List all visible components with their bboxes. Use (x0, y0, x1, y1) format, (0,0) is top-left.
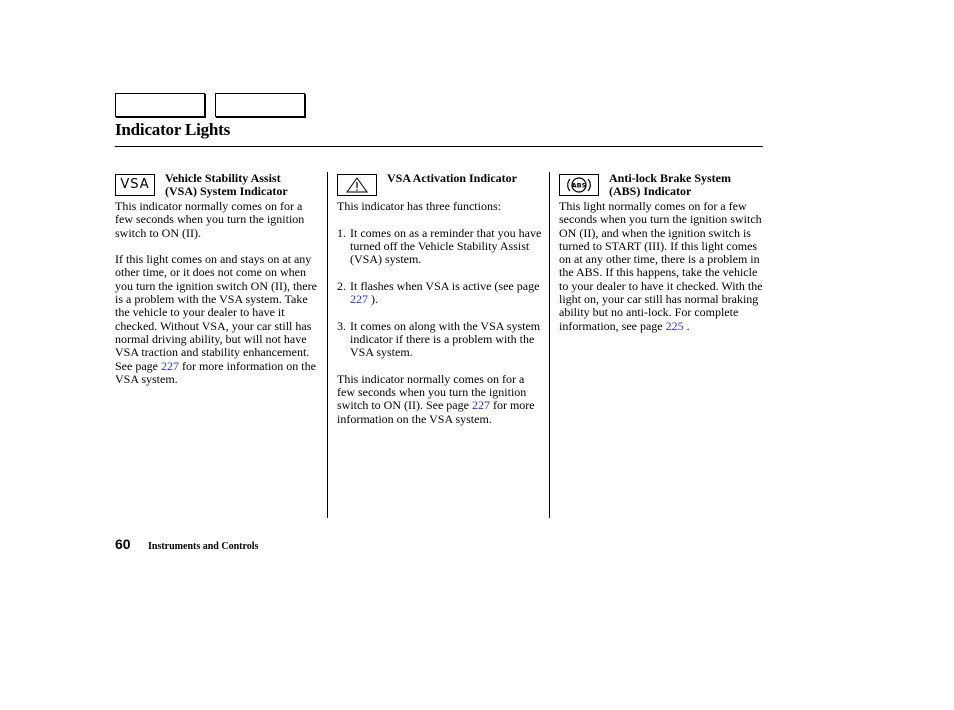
activation-outro-text-end: for more information on the VSA system. (337, 398, 535, 426)
list-item-number: 2. (337, 278, 346, 293)
column-divider (549, 172, 550, 518)
vsa-icon-label: VSA (120, 177, 150, 193)
vsa-p2-text-end: for more information on the VSA system. (115, 358, 316, 386)
warning-triangle-icon (337, 174, 377, 196)
list-item-text-end: ). (368, 292, 378, 307)
list-item (337, 280, 543, 307)
page-link-227[interactable]: 227 (350, 292, 368, 307)
abs-indicator-icon (559, 174, 599, 196)
list-item-text: It comes on as a reminder that you have turned off the Vehicle Stability Assist (VSA) system. (350, 225, 542, 267)
column-vsa-indicator (115, 172, 321, 399)
section-name: Instruments and Controls (148, 541, 259, 552)
vsa-indicator-heading (165, 172, 321, 199)
vsa-heading-line1: Vehicle Stability Assist (165, 171, 281, 185)
vsa-indicator-icon (115, 174, 155, 196)
vsa-p2-text: If this light comes on and stays on at any other time, or it does not come on when you turn the ignition switch ON (II), there is a problem with the VSA system. Take the vehicle to your dealer to have it checked. Without VSA, your car still has normal driving ability, but will not have VSA traction and stability enhancement. See page (115, 252, 317, 373)
activation-list (337, 227, 543, 360)
abs-p1-text-end: . (683, 318, 690, 333)
activation-outro-text: This indicator normally comes on for a few seconds when you turn the ignition switch to ON (II). See page (337, 371, 527, 413)
column-abs-indicator (559, 172, 765, 346)
abs-circle-svg (564, 176, 594, 194)
abs-icon-label: ABS (571, 181, 587, 190)
abs-paragraph-1 (559, 200, 765, 333)
list-item-text: It comes on along with the VSA system indicator if there is a problem with the VSA system. (350, 318, 541, 360)
abs-heading (609, 172, 765, 199)
warning-triangle-svg (346, 177, 368, 193)
list-item-text: It flashes when VSA is active (see page (350, 278, 540, 293)
title-divider (115, 146, 763, 147)
activation-outro (337, 373, 543, 426)
abs-p1-text: This light normally comes on for a few seconds when you turn the ignition switch ON (II), and when the ignition switch is turned to START (III). If this light comes on at any other time, there is a problem in the ABS. If this happens, take the vehicle to your dealer to have it checked. With the light on, your car still has normal braking ability but no anti-lock. For complete information, see page (559, 199, 763, 333)
abs-header (559, 172, 765, 200)
column-vsa-activation (337, 172, 543, 439)
page-link-225[interactable]: 225 (665, 318, 684, 333)
nav-button-next[interactable] (215, 93, 305, 117)
activation-heading: VSA Activation Indicator (387, 171, 518, 185)
page-link-227[interactable]: 227 (160, 358, 179, 373)
page-title: Indicator Lights (115, 120, 231, 139)
abs-heading-line2: (ABS) Indicator (609, 184, 692, 199)
vsa-heading-line2: (VSA) System Indicator (165, 184, 288, 199)
vsa-indicator-header (115, 172, 321, 200)
list-item-number: 3. (337, 318, 346, 333)
list-item-number: 1. (337, 225, 346, 240)
vsa-paragraph-1: This indicator normally comes on for a few seconds when you turn the ignition switch to ON (II). (115, 199, 305, 240)
page-link-227[interactable]: 227 (471, 398, 490, 413)
list-item (337, 320, 543, 360)
list-item (337, 227, 543, 267)
nav-button-previous[interactable] (115, 93, 205, 117)
activation-intro: This indicator has three functions: (337, 199, 501, 213)
column-divider (327, 172, 328, 518)
abs-heading-line1: Anti-lock Brake System (609, 171, 731, 185)
page-number: 60 (115, 536, 131, 552)
vsa-paragraph-2 (115, 253, 321, 386)
activation-header (337, 172, 543, 200)
